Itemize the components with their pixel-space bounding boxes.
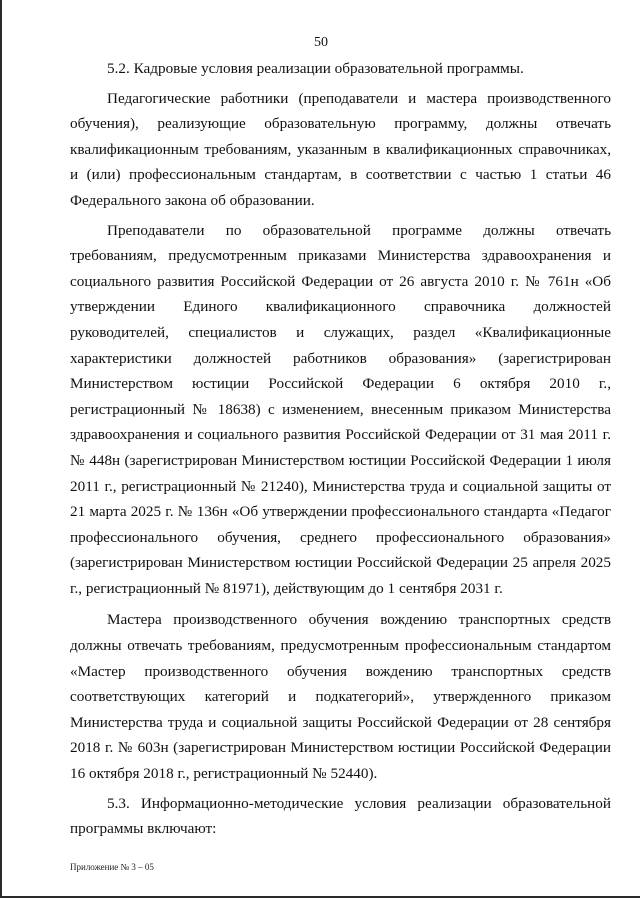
paragraph-pedagogical-staff: Педагогические работники (преподаватели и мастера производственного обучения), реализующие образовательную программу, должны отвечать квалификационным требованиям, указанным в квалификационных справочниках, и (или) профессиональным стандартам, в соответствии с частью 1 статьи 46 Федерального закона об образовании. bbox=[70, 89, 611, 209]
paragraph-teachers-requirements: Преподаватели по образовательной программе должны отвечать требованиям, предусмотренным приказами Министерства здравоохранения и социального развития Российской Федерации от 26 августа 2010 г. № 761н «Об утверждении Единого квалификационного справочника должностей руководителей, специалистов и служащих, раздел «Квалификационные характеристики должностей работников образования» (зарегистрирован Министерством юстиции Российской Федерации 6 октября 2010 г., регистрационный № 18638) с изменением, внесенным приказом Министерства здравоохранения и социального развития Российской Федерации от 31 мая 2011 г. № 448н (зарегистрирован Министерством юстиции Российской Федерации 1 июля 2011 г., регистрационный № 21240), Министерства труда и социальной защиты от 21 марта 2025 г. № 136н «Об утверждении профессионального стандарта «Педагог профессионального обучения, среднего профессионального образования» (зарегистрирован Министерством юстиции Российской Федерации 25 апреля 2025 г., регистрационный № 81971), действующим до 1 сентября 2031 г. bbox=[70, 221, 611, 597]
section-5-2-heading: 5.2. Кадровые условия реализации образовательной программы. bbox=[107, 60, 524, 77]
paragraph-driving-instructors: Мастера производственного обучения вождению транспортных средств должны отвечать требованиям, предусмотренным профессиональным стандартом «Мастер производственного обучения вождению транспортных средств соответствующих категорий и подкатегорий», утвержденного приказом Министерства труда и социальной защиты Российской Федерации от 28 сентября 2018 г. № 603н (зарегистрирован Министерством юстиции Российской Федерации 16 октября 2018 г., регистрационный № 52440). bbox=[70, 611, 611, 783]
page-number: 50 bbox=[314, 35, 328, 50]
document-body bbox=[70, 56, 611, 842]
footer-appendix-label: Приложение № 3 – 05 bbox=[70, 862, 154, 872]
section-5-3-heading: 5.3. Информационно-методические условия реализации образовательной программы включают: bbox=[70, 794, 611, 838]
